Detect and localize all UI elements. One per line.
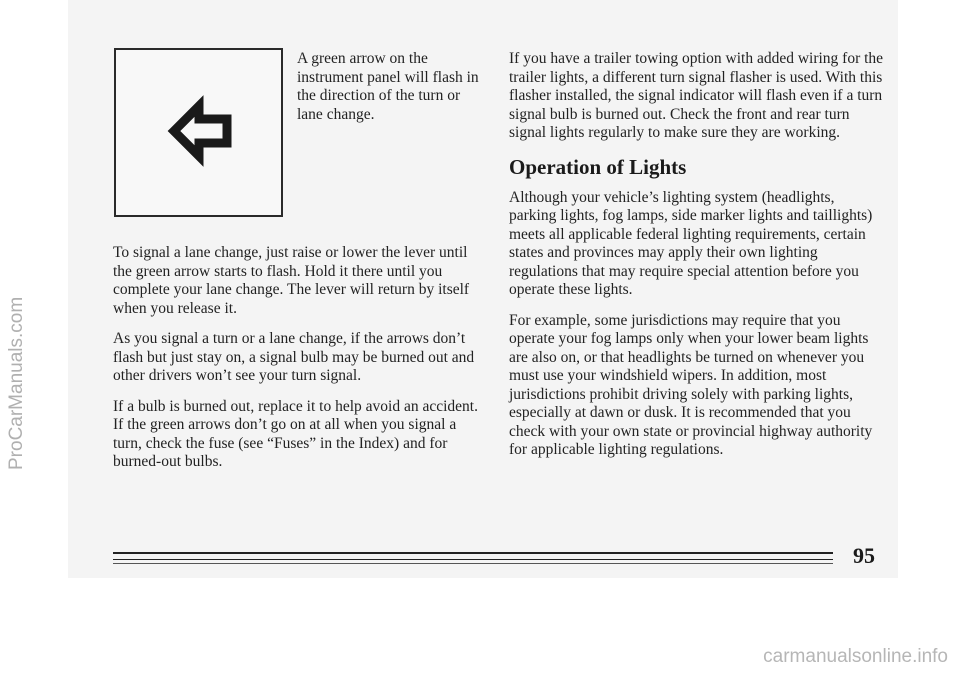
lighting-regulations-paragraph: Although your vehicle’s lighting system (headlights, parking lights, fog lamps, side marker lights and taillights) meets all applicable federal lighting requirements, certain states and provinces may apply their own lighting regulations that may require special attention before you operate these lights. [509,188,873,298]
bulb-burned-out-paragraph: As you signal a turn or a lane change, if the arrows don’t flash but just stay on, a signal bulb may be burned out and other drivers won’t see your turn signal. [113,330,475,384]
page-number: 95 [853,543,875,568]
side-watermark: ProCarManuals.com [6,296,27,470]
figure-caption: A green arrow on the instrument panel will flash in the direction of the turn or lane change. [297,50,479,123]
footer-rule-short [113,563,833,564]
lane-change-paragraph: To signal a lane change, just raise or lower the lever until the green arrow starts to flash. Hold it there until you complete your lane change. The lever will return by itself when you release it. [113,244,470,317]
left-column [113,244,488,484]
left-arrow-icon [116,50,281,215]
footer-rule-thin [113,559,833,560]
section-heading: Operation of Lights [509,154,687,179]
replace-bulb-paragraph: If a bulb is burned out, replace it to help avoid an accident. If the green arrows don’t go on at all when you signal a turn, check the fuse (see “Fuses” in the Index) and for burned-out bulbs. [113,397,478,470]
site-footer-text: carmanualsonline.info [763,646,948,667]
jurisdiction-example-paragraph: For example, some jurisdictions may require that you operate your fog lamps only when your lower beam lights are also on, or that headlights be turned on whenever you must use your windshield wipers. In addition, most jurisdictions prohibit driving solely with parking lights, especially at dawn or dusk. It is recommended that you check with your own state or provincial highway authority for applicable lighting regulations. [509,311,873,458]
trailer-towing-paragraph: If you have a trailer towing option with added wiring for the trailer lights, a different turn signal flasher is used. With this flasher installed, the signal indicator will flash even if a turn signal bulb is burned out. Check the front and rear turn signal lights regularly to make sure they are working. [509,50,884,141]
turn-signal-figure [114,48,283,217]
footer-rule-thick [113,552,833,554]
right-column [509,50,884,472]
